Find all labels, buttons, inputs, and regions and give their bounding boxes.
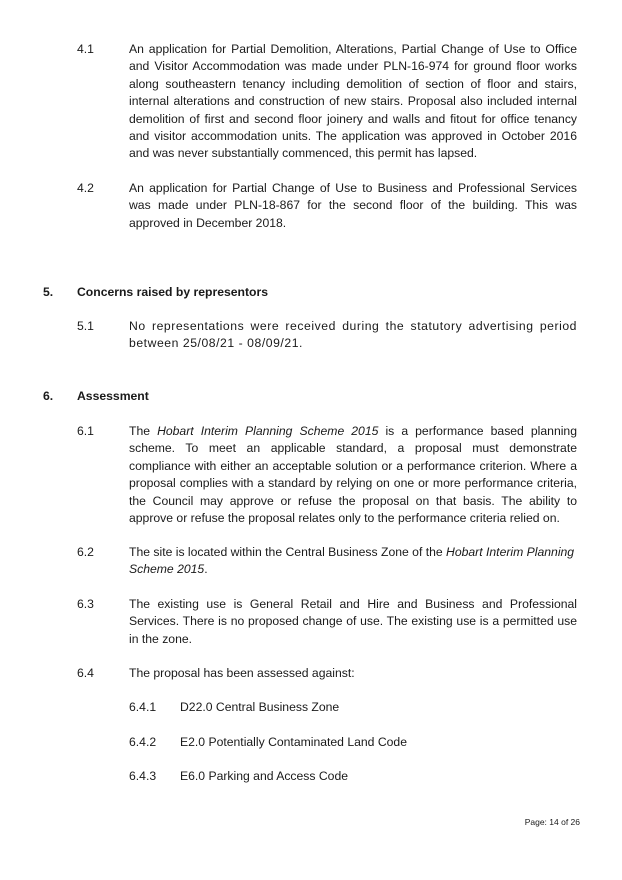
paragraph-4-2: An application for Partial Change of Use to Business and Professional Services was made under PLN-18-867 for the second floor of the building. This was approved in December 2018. xyxy=(129,181,577,230)
list-item-number: 6.4.2 xyxy=(129,735,157,749)
paragraph-6-3: The existing use is General Retail and Hire and Business and Professional Services. There is no proposed change of use. The existing use is a permitted use in the zone. xyxy=(129,597,577,646)
section-number: 5.1 xyxy=(77,319,94,333)
section-number: 6.1 xyxy=(77,424,94,438)
list-item-number: 6.4.1 xyxy=(129,700,157,714)
scheme-name: Hobart Interim Planning Scheme 2015 xyxy=(129,545,575,577)
section-number: 6.3 xyxy=(77,597,94,611)
section-number: 6.4 xyxy=(77,666,94,680)
section-number: 4.1 xyxy=(77,42,94,56)
scheme-name: Hobart Interim Planning Scheme 2015 xyxy=(157,424,379,438)
list-item: E2.0 Potentially Contaminated Land Code xyxy=(180,735,407,749)
section-number: 6.2 xyxy=(77,545,94,559)
list-item: D22.0 Central Business Zone xyxy=(180,700,340,714)
page-number: Page: 14 of 26 xyxy=(524,817,580,827)
paragraph-6-1: The Hobart Interim Planning Scheme 2015 is a performance based planning scheme. To meet an applicable standard, a proposal must demonstrate compliance with either an acceptable solution or a performance criterion. Where a proposal complies with a standard by relying on one or more performance criteria, the Council may approve or refuse the proposal on that basis. The ability to approve or refuse the proposal relates only to the performance criteria relied on. xyxy=(129,424,577,526)
paragraph-4-1: An application for Partial Demolition, Alterations, Partial Change of Use to Office and Visitor Accommodation was made under PLN-16-974 for ground floor works along southeastern tenancy including demolition of section of floor and stairs, internal alterations and construction of new stairs. Proposal also included internal demolition of first and second floor joinery and walls and fitout for office tenancy and visitor accommodation units. The application was approved in October 2016 and was never substantially commenced, this permit has lapsed. xyxy=(129,42,577,161)
paragraph-5-1: No representations were received during the statutory advertising period between 25/08/21 - 08/09/21. xyxy=(129,319,577,351)
list-item-number: 6.4.3 xyxy=(129,769,157,783)
section-number: 4.2 xyxy=(77,181,94,195)
paragraph-6-4: The proposal has been assessed against: xyxy=(129,666,355,680)
heading-number: 5. xyxy=(43,285,54,299)
heading-number: 6. xyxy=(43,389,54,403)
heading-concerns: Concerns raised by representors xyxy=(77,285,269,299)
paragraph-6-2: The site is located within the Central Business Zone of the Hobart Interim Planning Scheme 2015. xyxy=(129,545,575,577)
heading-assessment: Assessment xyxy=(77,389,149,403)
list-item: E6.0 Parking and Access Code xyxy=(180,769,349,783)
